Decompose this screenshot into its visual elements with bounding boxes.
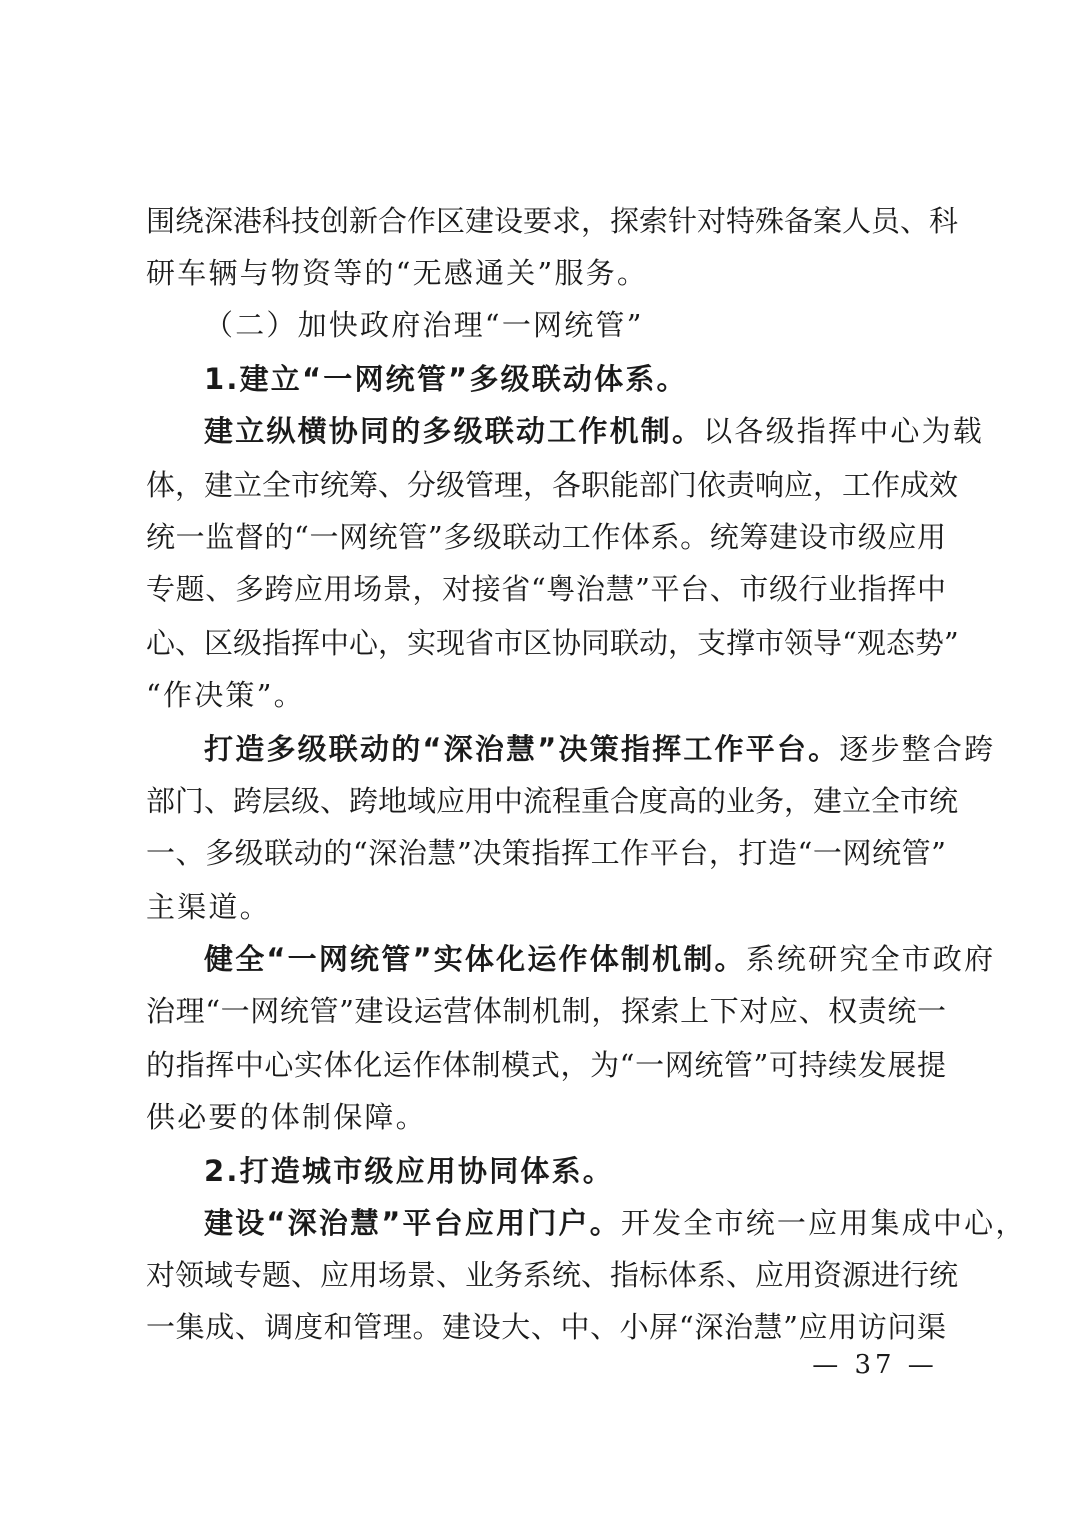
body-line: 围绕深港科技创新合作区建设要求，探索针对特殊备案人员、科	[146, 204, 959, 238]
paragraph-text: 以各级指挥中心为载	[703, 414, 985, 448]
subsection-heading: 1.建立“一网统管”多级联动体系。	[204, 362, 688, 396]
body-line: 供必要的体制保障。	[146, 1100, 427, 1134]
body-line: 治理“一网统管”建设运营体制机制，探索上下对应、权责统一	[146, 994, 946, 1028]
body-line: 主渠道。	[146, 890, 271, 924]
body-line: 心、区级指挥中心，实现省市区协同联动，支撑市领导“观态势”	[146, 626, 959, 660]
body-line: 专题、多跨应用场景，对接省“粤治慧”平台、市级行业指挥中	[146, 572, 946, 606]
paragraph-first-line	[204, 1204, 1027, 1242]
body-line: 体，建立全市统筹、分级管理，各职能部门依责响应，工作成效	[146, 468, 959, 502]
page-number: — 37 —	[812, 1350, 938, 1380]
body-line: 一集成、调度和管理。建设大、中、小屏“深治慧”应用访问渠	[146, 1310, 946, 1344]
paragraph-text: 逐步整合跨	[839, 732, 996, 766]
body-line: 对领域专题、应用场景、业务系统、指标体系、应用资源进行统	[146, 1258, 959, 1292]
section-heading: （二）加快政府治理“一网统管”	[204, 308, 644, 342]
paragraph-text: 系统研究全市政府	[745, 942, 996, 976]
paragraph-lead: 健全“一网统管”实体化运作体制机制。	[204, 942, 746, 976]
paragraph-first-line	[204, 730, 996, 768]
paragraph-lead: 打造多级联动的“深治慧”决策指挥工作平台。	[204, 732, 840, 766]
body-line: 统一监督的“一网统管”多级联动工作体系。统筹建设市级应用	[146, 520, 946, 554]
paragraph-lead: 建立纵横协同的多级联动工作机制。	[204, 414, 704, 448]
body-line: 研车辆与物资等的“无感通关”服务。	[146, 256, 649, 290]
subsection-heading: 2.打造城市级应用协同体系。	[204, 1154, 614, 1188]
body-line: 的指挥中心实体化运作体制模式，为“一网统管”可持续发展提	[146, 1048, 946, 1082]
paragraph-first-line	[204, 412, 985, 450]
body-line: 部门、跨层级、跨地域应用中流程重合度高的业务，建立全市统	[146, 784, 959, 818]
paragraph-first-line	[204, 940, 996, 978]
body-line: “作决策”。	[146, 678, 305, 712]
paragraph-text: 开发全市统一应用集成中心，	[620, 1206, 1027, 1240]
paragraph-lead: 建设“深治慧”平台应用门户。	[204, 1206, 621, 1240]
body-line: 一、多级联动的“深治慧”决策指挥工作平台，打造“一网统管”	[146, 836, 946, 870]
